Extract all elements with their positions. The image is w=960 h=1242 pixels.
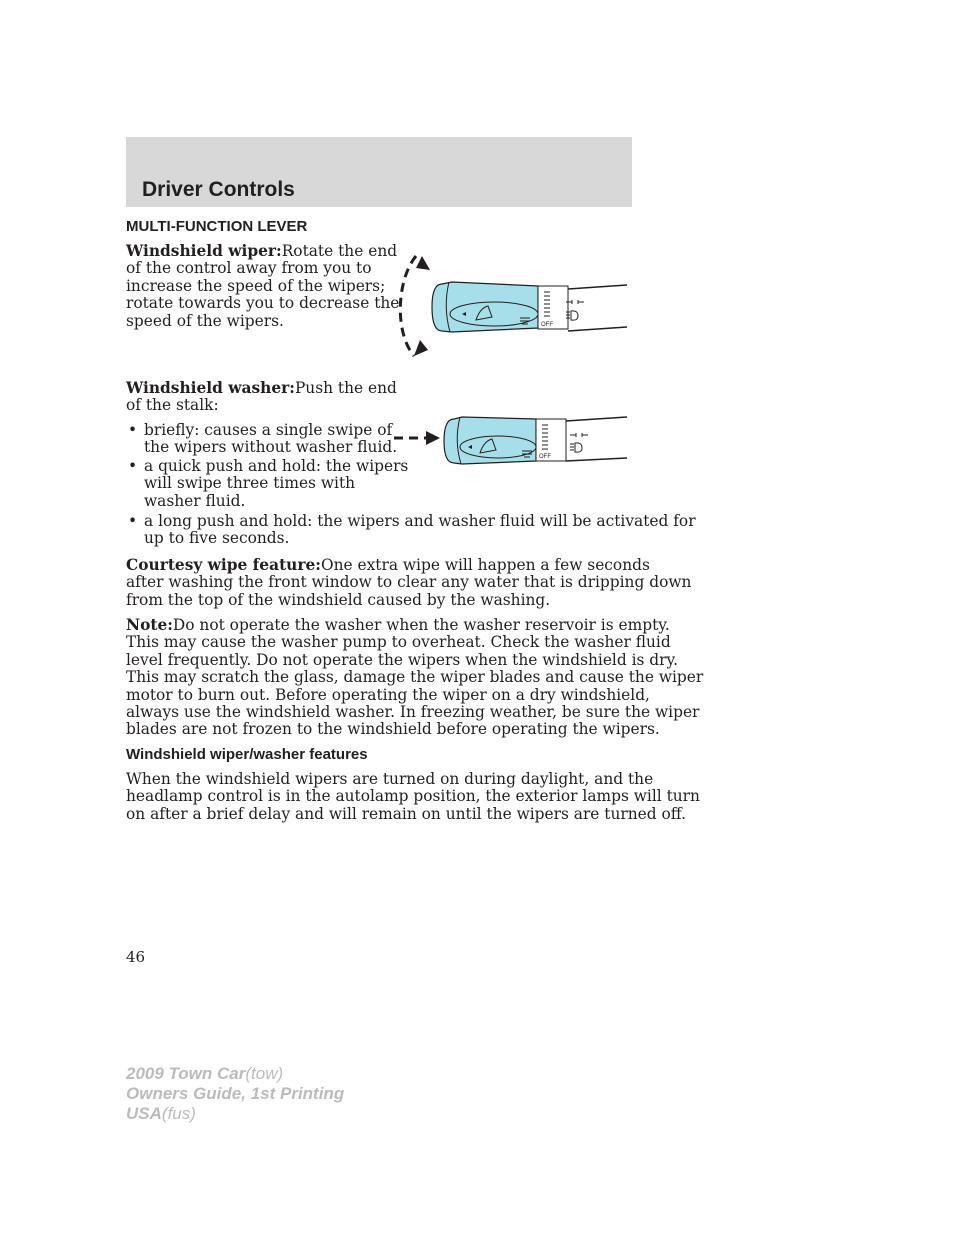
wiper-paragraph xyxy=(126,243,399,330)
note-line: This may scratch the glass, damage the wiper blades and cause the wiper xyxy=(126,668,704,687)
wiper-term: Windshield wiper: xyxy=(126,242,282,260)
footer-market: USA xyxy=(126,1104,162,1123)
note-line: This may cause the washer pump to overheat. Check the washer fluid xyxy=(126,633,671,652)
wiper-line: speed of the wipers. xyxy=(126,311,284,330)
stalk-shaft xyxy=(568,285,627,331)
features-heading: Windshield wiper/washer features xyxy=(126,746,368,763)
rotate-arrow-head xyxy=(414,340,428,356)
washer-bullet xyxy=(126,458,408,510)
wiper-line: of the control away from you to xyxy=(126,259,372,278)
footer xyxy=(126,1064,344,1124)
band-ticks xyxy=(544,292,550,316)
bullet-dot: • xyxy=(128,457,138,475)
wiper-line: increase the speed of the wipers; xyxy=(126,276,386,295)
footer-printing: Owners Guide, 1st Printing xyxy=(126,1084,345,1103)
washer-line: of the stalk: xyxy=(126,396,219,415)
bullet-line: will swipe three times with xyxy=(144,474,356,493)
note-line: motor to burn out. Before operating the wiper on a dry windshield, xyxy=(126,685,650,704)
footer-model-code: (tow) xyxy=(245,1064,284,1083)
courtesy-line: from the top of the windshield caused by the washing. xyxy=(126,590,551,609)
features-line: headlamp control is in the autolamp position, the exterior lamps will turn xyxy=(126,787,700,806)
note-line: level frequently. Do not operate the wipers when the windshield is dry. xyxy=(126,650,679,669)
washer-paragraph xyxy=(126,380,397,415)
bullet-line: a long push and hold: the wipers and washer fluid will be activated for xyxy=(144,512,696,530)
bullet-line: washer fluid. xyxy=(144,491,246,510)
courtesy-term: Courtesy wipe feature: xyxy=(126,556,321,574)
footer-model: 2009 Town Car xyxy=(126,1064,246,1083)
note-line: blades are not frozen to the windshield before operating the wipers. xyxy=(126,720,660,739)
bullet-dot: • xyxy=(128,512,138,530)
page-number: 46 xyxy=(126,948,146,966)
courtesy-line: One extra wipe will happen a few seconds xyxy=(320,556,650,574)
washer-bullet xyxy=(126,422,397,457)
washer-bullet xyxy=(126,513,696,548)
wiper-line: rotate towards you to decrease the xyxy=(126,294,400,313)
off-label: OFF xyxy=(539,454,551,460)
off-label: OFF xyxy=(541,322,553,328)
washer-push-illustration xyxy=(392,407,637,469)
wiper-rotate-illustration xyxy=(392,244,637,370)
features-line: When the windshield wipers are turned on during daylight, and the xyxy=(126,770,654,788)
band-ticks xyxy=(542,425,548,449)
note-paragraph xyxy=(126,617,703,739)
headlamp-icon xyxy=(570,443,582,452)
washer-line: Push the end xyxy=(294,379,397,397)
section-title: Driver Controls xyxy=(142,178,295,201)
marker-lamp-icon xyxy=(570,433,588,437)
bullet-line: briefly: causes a single swipe of xyxy=(144,421,393,439)
courtesy-line: after washing the front window to clear any water that is dripping down xyxy=(126,573,692,592)
wiper-line: Rotate the end xyxy=(281,242,398,260)
main-heading: MULTI-FUNCTION LEVER xyxy=(126,218,308,235)
note-line: always use the windshield washer. In freezing weather, be sure the wiper xyxy=(126,703,700,722)
rotate-arrow xyxy=(400,256,416,356)
note-line: Do not operate the washer when the washer reservoir is empty. xyxy=(172,616,670,634)
bullet-line: a quick push and hold: the wipers xyxy=(144,457,409,475)
marker-lamp-icon xyxy=(566,300,584,304)
features-line: on after a brief delay and will remain on until the wipers are turned off. xyxy=(126,804,687,823)
bullet-line: the wipers without washer fluid. xyxy=(144,438,398,457)
note-term: Note: xyxy=(126,616,173,634)
bullet-dot: • xyxy=(128,421,138,439)
courtesy-paragraph xyxy=(126,557,691,609)
footer-market-code: (fus) xyxy=(161,1104,196,1123)
stalk-shaft xyxy=(566,417,627,461)
features-paragraph xyxy=(126,771,700,823)
push-arrow-head xyxy=(426,431,440,445)
bullet-line: up to five seconds. xyxy=(144,529,290,548)
washer-term: Windshield washer: xyxy=(126,379,295,397)
rotate-arrow-head xyxy=(416,256,430,270)
